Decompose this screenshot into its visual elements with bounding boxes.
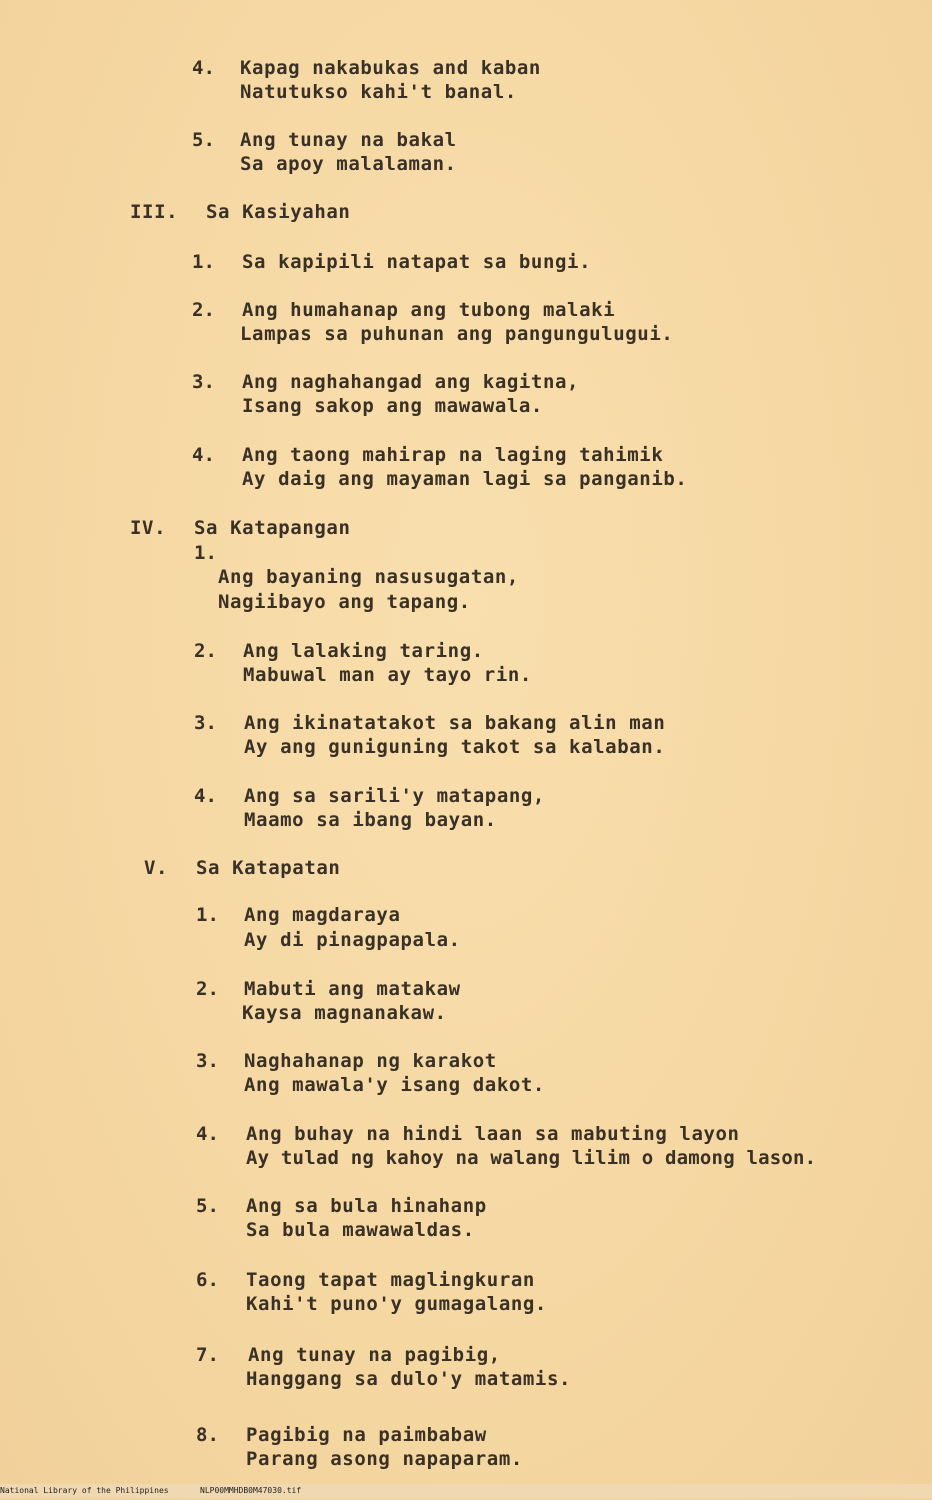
proverb-line: Ang tunay na pagibig, xyxy=(248,1344,501,1366)
item-number: 1. xyxy=(194,542,217,564)
item-number: 7. xyxy=(196,1344,219,1366)
proverb-line: Ang taong mahirap na laging tahimik xyxy=(242,444,664,466)
proverb-line: Ang mawala'y isang dakot. xyxy=(244,1074,545,1096)
item-number: 4. xyxy=(196,1123,219,1145)
item-number: 2. xyxy=(194,640,217,662)
proverb-line: Kahi't puno'y gumagalang. xyxy=(246,1293,547,1315)
proverb-line: Parang asong napaparam. xyxy=(246,1448,523,1470)
proverb-line: Sa bula mawawaldas. xyxy=(246,1219,475,1241)
proverb-line: Sa kapipili natapat sa bungi. xyxy=(242,251,592,273)
item-number: 2. xyxy=(196,978,219,1000)
item-number: 5. xyxy=(192,129,215,151)
section-numeral: V. xyxy=(144,857,169,879)
proverb-line: Ang lalaking taring. xyxy=(243,640,484,662)
proverb-line: Ang sa bula hinahanp xyxy=(246,1195,487,1217)
proverb-line: Ang tunay na bakal xyxy=(240,129,457,151)
item-number: 3. xyxy=(192,371,215,393)
proverb-line: Ang bayaning nasusugatan, xyxy=(218,566,519,588)
proverb-line: Isang sakop ang mawawala. xyxy=(242,395,543,417)
proverb-line: Ay ang guniguning takot sa kalaban. xyxy=(244,736,666,758)
proverb-line: Maamo sa ibang bayan. xyxy=(244,809,497,831)
proverb-line: Nagiibayo ang tapang. xyxy=(218,591,471,613)
item-number: 3. xyxy=(194,712,217,734)
proverb-line: Mabuwal man ay tayo rin. xyxy=(243,664,532,686)
proverb-line: Ang ikinatatakot sa bakang alin man xyxy=(244,712,666,734)
item-number: 5. xyxy=(196,1195,219,1217)
item-number: 4. xyxy=(192,444,215,466)
item-number: 6. xyxy=(196,1269,219,1291)
section-numeral: III. xyxy=(130,201,179,223)
section-title: Sa Katapangan xyxy=(194,517,351,539)
proverb-line: Ay di pinagpapala. xyxy=(244,929,461,951)
scan-footer xyxy=(0,1484,932,1498)
proverb-line: Natutukso kahi't banal. xyxy=(240,81,517,103)
item-number: 1. xyxy=(192,251,215,273)
item-number: 1. xyxy=(196,904,219,926)
item-number: 4. xyxy=(194,785,217,807)
proverb-line: Hanggang sa dulo'y matamis. xyxy=(246,1368,572,1390)
library-credit: National Library of the Philippines xyxy=(0,1486,169,1495)
proverb-line: Ang naghahangad ang kagitna, xyxy=(242,371,580,393)
proverb-line: Ang magdaraya xyxy=(244,904,401,926)
section-title: Sa Kasiyahan xyxy=(206,201,351,223)
proverb-line: Sa apoy malalaman. xyxy=(240,153,457,175)
proverb-line: Ang sa sarili'y matapang, xyxy=(244,785,545,807)
proverb-line: Pagibig na paimbabaw xyxy=(246,1424,487,1446)
proverb-line: Taong tapat maglingkuran xyxy=(246,1269,535,1291)
file-id: NLP00MMHDB0M47030.tif xyxy=(200,1486,302,1495)
proverb-line: Kapag nakabukas and kaban xyxy=(240,57,541,79)
proverb-line: Kaysa magnanakaw. xyxy=(242,1002,447,1024)
item-number: 3. xyxy=(196,1050,219,1072)
proverb-line: Mabuti ang matakaw xyxy=(244,978,461,1000)
proverb-line: Ang buhay na hindi laan sa mabuting layon xyxy=(246,1123,740,1145)
section-title: Sa Katapatan xyxy=(196,857,341,879)
item-number: 2. xyxy=(192,299,215,321)
proverb-line: Ay tulad ng kahoy na walang lilim o damong lason. xyxy=(246,1147,817,1169)
proverb-line: Ang humahanap ang tubong malaki xyxy=(242,299,616,321)
section-numeral: IV. xyxy=(130,517,167,539)
proverb-line: Naghahanap ng karakot xyxy=(244,1050,497,1072)
proverb-line: Ay daig ang mayaman lagi sa panganib. xyxy=(242,468,688,490)
item-number: 4. xyxy=(192,57,215,79)
item-number: 8. xyxy=(196,1424,219,1446)
proverb-line: Lampas sa puhunan ang pangungulugui. xyxy=(240,323,674,345)
